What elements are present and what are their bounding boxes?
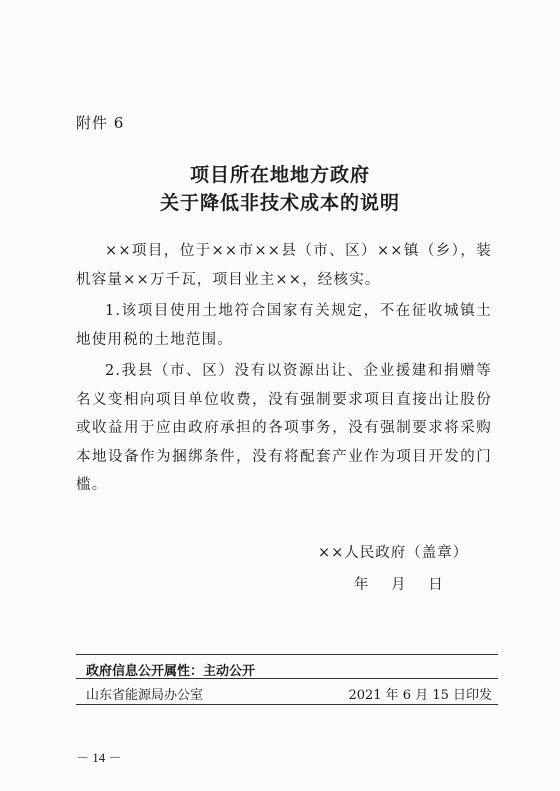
paragraph-intro: ××项目，位于××市××县（市、区）××镇（乡），装机容量××万千瓦，项目业主××，经核实。 (76, 243, 492, 288)
page-number: － 14 － (76, 750, 122, 765)
date-blank: 年 月 日 (354, 577, 444, 593)
attachment-label: 附件 6 (76, 114, 125, 132)
footer-rule-top (76, 654, 498, 655)
issue-date: 2021 年 6 月 15 日印发 (348, 688, 492, 703)
footer-rule-bottom (76, 704, 498, 705)
title-line-2: 关于降低非技术成本的说明 (159, 192, 400, 214)
paragraph-item-2: 2.我县（市、区）没有以资源出让、企业援建和捐赠等名义变相向项目单位收费，没有强制要求项目直接出让股份或收益用于应由政府承担的各项事务，没有强制要求将采购本地设备作为捆绑条件，没有将配套产业作为项目开发的门槛。 (76, 363, 492, 493)
title-line-1: 项目所在地地方政府 (189, 164, 370, 186)
issuer-name: 山东省能源局办公室 (86, 688, 204, 703)
signature-line: ××人民政府（盖章） (318, 545, 469, 561)
disclosure-attribute: 政府信息公开属性：主动公开 (86, 664, 256, 679)
body-text (76, 237, 492, 503)
footer-rule-middle (76, 678, 498, 679)
paragraph-item-1: 1.该项目使用土地符合国家有关规定，不在征收城镇土地使用税的土地范围。 (76, 303, 492, 348)
